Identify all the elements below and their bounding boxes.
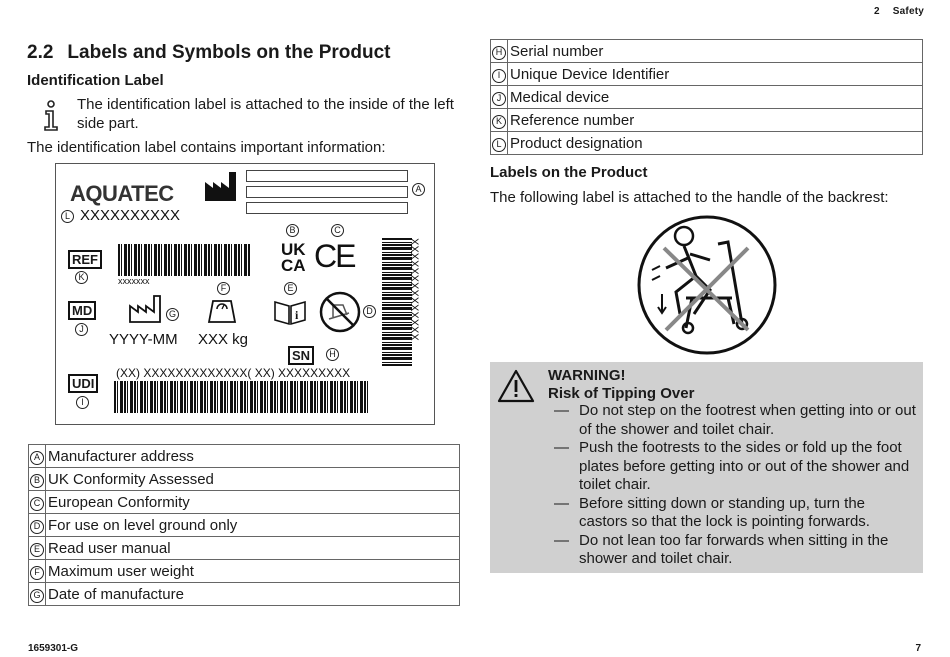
address-field	[246, 202, 408, 214]
marker-d: D	[363, 305, 376, 318]
md-symbol: MD	[68, 301, 96, 320]
legend-text: Serial number	[508, 40, 923, 63]
legend-key-marker: I	[492, 69, 506, 83]
legend-text: For use on level ground only	[46, 514, 460, 537]
weight-scale-icon	[206, 298, 238, 324]
legend-text: Date of manufacture	[46, 583, 460, 606]
legend-key	[491, 63, 508, 86]
chapter-number: 2	[874, 6, 880, 17]
legend-key	[29, 445, 46, 468]
warning-triangle-icon	[497, 369, 535, 403]
legend-key-marker: D	[30, 520, 44, 534]
ce-mark: CE	[314, 238, 355, 274]
barcode-digits: xxxxxxx	[118, 276, 150, 286]
legend-text: Read user manual	[46, 537, 460, 560]
udi-barcode	[114, 381, 370, 413]
section-title	[27, 42, 390, 64]
marker-h: H	[326, 348, 339, 361]
marker-j: J	[75, 323, 88, 336]
address-field	[246, 186, 408, 198]
warning-list	[554, 402, 916, 569]
identification-label-heading: Identification Label	[27, 72, 164, 89]
legend-text: Maximum user weight	[46, 560, 460, 583]
legend-row	[491, 86, 923, 109]
legend-text: Unique Device Identifier	[508, 63, 923, 86]
user-manual-icon	[273, 298, 307, 326]
legend-row	[29, 468, 460, 491]
weight-placeholder: XXX kg	[198, 331, 249, 348]
sn-symbol: SN	[288, 346, 314, 365]
legend-row	[29, 445, 460, 468]
legend-key-marker: H	[492, 46, 506, 60]
legend-row	[491, 40, 923, 63]
legend-row	[29, 583, 460, 606]
legend-table-left	[28, 444, 460, 606]
label-intro: The identification label contains important information:	[27, 139, 386, 156]
vertical-barcode-text: XXXXXXXXXXXXXX	[408, 238, 420, 341]
legend-text: Product designation	[508, 132, 923, 155]
level-ground-icon	[319, 291, 361, 333]
legend-key	[29, 468, 46, 491]
ref-barcode	[118, 244, 250, 276]
warning-item: — Do not step on the footrest when getting into or out of the shower and toilet chair.	[554, 402, 916, 439]
legend-row	[29, 560, 460, 583]
date-of-manufacture-icon	[128, 292, 164, 324]
udi-symbol: UDI	[68, 374, 98, 393]
legend-key-marker: F	[30, 566, 44, 580]
legend-key	[29, 560, 46, 583]
legend-key-marker: L	[492, 138, 506, 152]
document-id: 1659301-G	[28, 643, 79, 654]
legend-key-marker: K	[492, 115, 506, 129]
legend-text: Manufacturer address	[46, 445, 460, 468]
marker-b: B	[286, 224, 299, 237]
warning-item: — Before sitting down or standing up, turn the castors so that the lock is pointing forwards.	[554, 495, 916, 532]
legend-text: Medical device	[508, 86, 923, 109]
legend-key	[29, 491, 46, 514]
no-standing-on-footrest-icon	[636, 214, 778, 356]
udi-text: (XX) XXXXXXXXXXXXX( XX) XXXXXXXXX	[116, 366, 351, 380]
section-number: 2.2	[27, 42, 54, 63]
legend-key	[29, 537, 46, 560]
labels-on-product-text: The following label is attached to the handle of the backrest:	[490, 189, 889, 206]
svg-text:i: i	[295, 308, 299, 322]
warning-item: — Push the footrests to the sides or fold up the foot plates before getting into or out of the shower and toilet chair.	[554, 439, 916, 495]
legend-key	[29, 514, 46, 537]
marker-k: K	[75, 271, 88, 284]
identification-label-image	[55, 163, 435, 425]
legend-key-marker: E	[30, 543, 44, 557]
legend-text: Reference number	[508, 109, 923, 132]
info-icon	[40, 100, 62, 132]
address-field	[246, 170, 408, 182]
serial-placeholder: XXXXXXXXXX	[80, 207, 181, 224]
legend-row	[29, 514, 460, 537]
legend-key-marker: A	[30, 451, 44, 465]
legend-row	[491, 63, 923, 86]
marker-i: I	[76, 396, 89, 409]
running-header	[864, 6, 924, 17]
warning-title: WARNING!	[548, 367, 626, 384]
warning-heading	[548, 367, 694, 403]
legend-row	[491, 109, 923, 132]
warning-item: — Do not lean too far forwards when sitting in the shower and toilet chair.	[554, 532, 916, 569]
marker-a: A	[412, 183, 425, 196]
legend-key-marker: C	[30, 497, 44, 511]
legend-key-marker: G	[30, 589, 44, 603]
brand-logo: AQUATEC	[70, 181, 174, 206]
marker-c: C	[331, 224, 344, 237]
legend-key-marker: J	[492, 92, 506, 106]
legend-row	[29, 491, 460, 514]
ukca-mark: UK CA	[281, 240, 306, 275]
marker-e: E	[284, 282, 297, 295]
ref-symbol: REF	[68, 250, 102, 269]
info-note: The identification label is attached to the inside of the left side part.	[77, 96, 454, 132]
section-title-text: Labels and Symbols on the Product	[67, 42, 391, 63]
legend-row	[491, 132, 923, 155]
legend-text: UK Conformity Assessed	[46, 468, 460, 491]
marker-l: L	[61, 210, 74, 223]
legend-table-right	[490, 39, 923, 155]
page-number: 7	[915, 643, 921, 654]
manufacturer-icon	[204, 170, 238, 202]
legend-row	[29, 537, 460, 560]
legend-key	[491, 132, 508, 155]
legend-key	[29, 583, 46, 606]
date-placeholder: YYYY-MM	[109, 331, 178, 348]
marker-f: F	[217, 282, 230, 295]
legend-key-marker: B	[30, 474, 44, 488]
legend-key	[491, 86, 508, 109]
tipping-warning	[490, 362, 923, 573]
legend-key	[491, 109, 508, 132]
marker-g: G	[166, 308, 179, 321]
warning-subtitle: Risk of Tipping Over	[548, 385, 695, 402]
labels-on-product-heading: Labels on the Product	[490, 164, 648, 181]
legend-key	[491, 40, 508, 63]
chapter-title: Safety	[892, 6, 924, 17]
legend-text: European Conformity	[46, 491, 460, 514]
